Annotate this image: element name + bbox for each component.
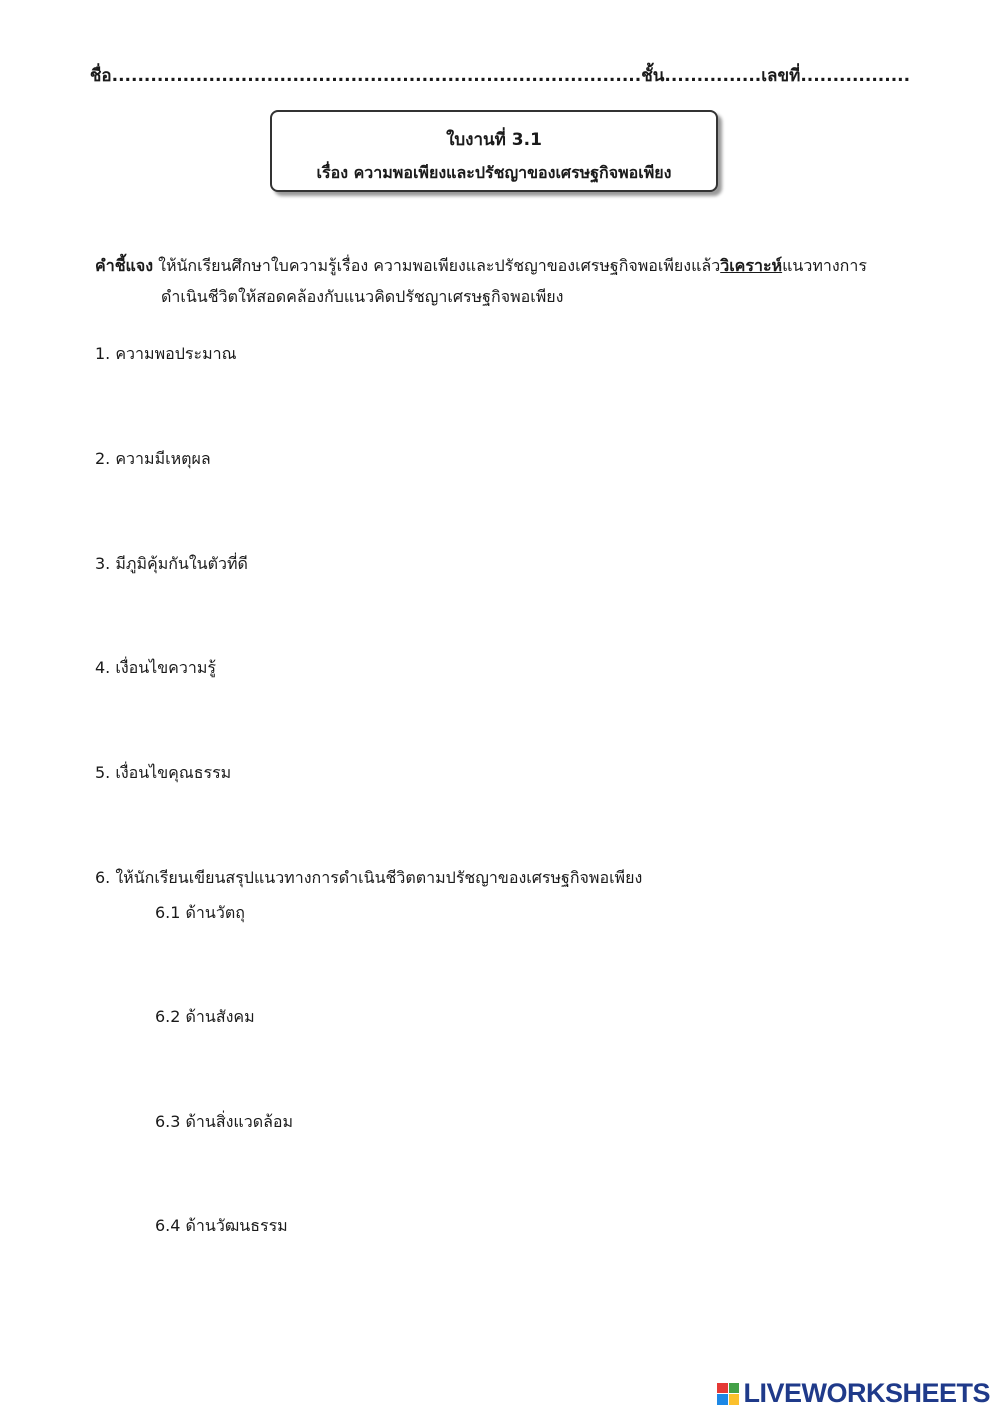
liveworksheets-wordmark: LIVEWORKSHEETS [743,1378,990,1408]
class-field[interactable]: ............... [664,66,762,86]
liveworksheets-badge-icon [717,1383,739,1405]
class-label: ชั้น [641,66,665,86]
number-field[interactable]: ................. [800,66,911,86]
question-4: 4. เงื่อนไขความรู้ [95,658,216,677]
subquestion-6-1: 6.1 ด้านวัตถุ [155,903,245,922]
question-6: 6. ให้นักเรียนเขียนสรุปแนวทางการดำเนินชีวิตตามปรัชญาของเศรษฐกิจพอเพียง [95,868,643,887]
instructions-line-2: ดำเนินชีวิตให้สอดคล้องกับแนวคิดปรัชญาเศรษฐกิจพอเพียง [161,287,564,306]
question-3: 3. มีภูมิคุ้มกันในตัวที่ดี [95,554,248,573]
subquestion-6-2: 6.2 ด้านสังคม [155,1007,255,1026]
subquestion-6-4: 6.4 ด้านวัฒนธรรม [155,1216,288,1235]
number-label: เลขที่ [761,66,801,86]
instructions-text: ให้นักเรียนศึกษาใบความรู้เรื่อง ความพอเพียงและปรัชญาของเศรษฐกิจพอเพียงแล้ว [153,256,721,275]
instructions-emphasis: วิเคราะห์ [720,256,783,275]
name-label: ชื่อ [89,66,112,86]
instructions [95,250,915,312]
question-5: 5. เงื่อนไขคุณธรรม [95,763,232,782]
question-2: 2. ความมีเหตุผล [95,449,211,468]
student-info-line [0,62,1000,89]
name-field[interactable]: .................................................................................. [111,66,642,86]
worksheet-topic: เรื่อง ความพอเพียงและปรัชญาของเศรษฐกิจพอเพียง [316,163,672,182]
instructions-text-end: แนวทางการ [782,256,867,275]
question-1: 1. ความพอประมาณ [95,344,237,363]
liveworksheets-logo [717,1378,990,1409]
subquestion-6-3: 6.3 ด้านสิ่งแวดล้อม [155,1112,294,1131]
worksheet-number: ใบงานที่ 3.1 [446,130,542,150]
instructions-label: คำชี้แจง [95,256,154,275]
worksheet-title-box [270,110,718,192]
